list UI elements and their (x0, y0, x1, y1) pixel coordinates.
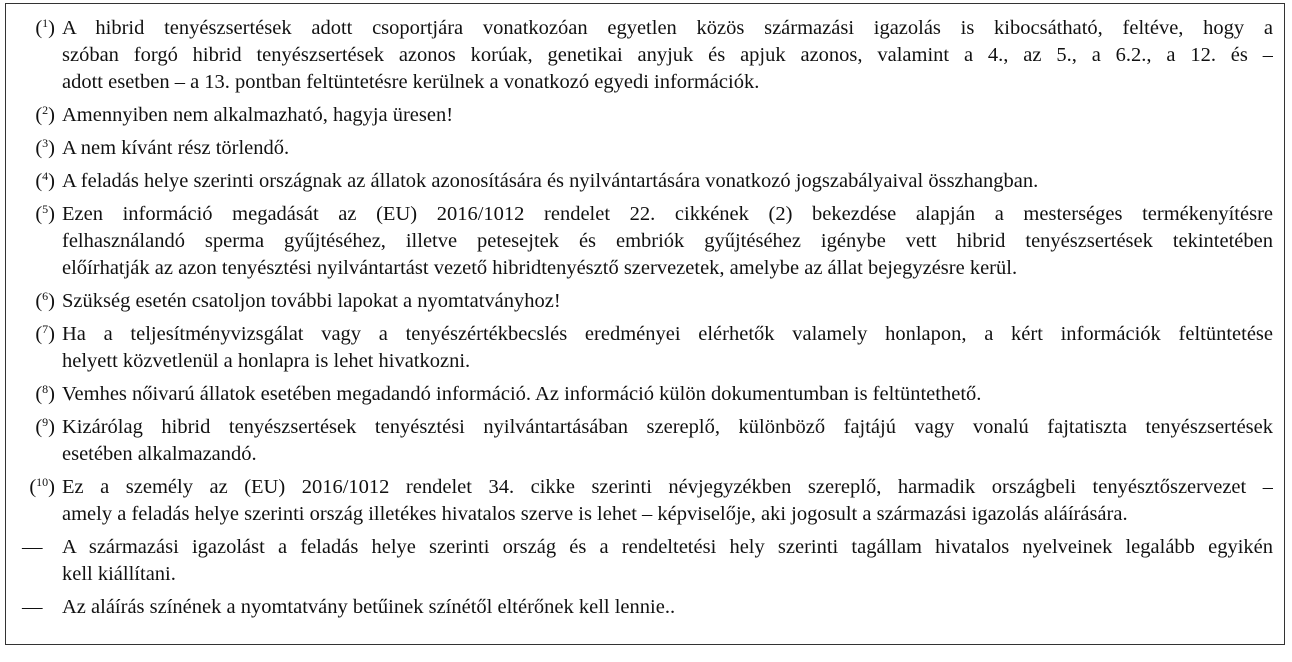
footnote-number: 5 (42, 202, 49, 216)
note-text (57, 102, 1284, 129)
footnote (6, 168, 1284, 195)
footnote-number: 6 (42, 289, 49, 303)
note-line: Az aláírás színének a nyomtatvány betűinek színétől eltérőnek kell lennie.. (62, 596, 676, 618)
footnote (6, 321, 1284, 375)
note-line: Kizárólag hibrid tenyészsertések tenyésztési nyilvántartásában szereplő, különböző fajtájú vagy vonalú fajtatiszta tenyészsertések (62, 416, 1273, 438)
note-marker: ($^6$) (35, 289, 55, 312)
note-line: Amennyiben nem alkalmazható, hagyja üresen! (62, 104, 454, 126)
footnote-number: 4 (42, 169, 49, 183)
note-text (57, 594, 1284, 621)
note-line: kell kiállítani. (62, 563, 176, 585)
note-line: A hibrid tenyészsertések adott csoportjára vonatkozóan egyetlen közös származási igazolás is kibocsátható, feltéve, hogy a (62, 17, 1273, 39)
note-text (57, 135, 1284, 162)
footnote (6, 15, 1284, 96)
note-line: Szükség esetén csatoljon további lapokat a nyomtatványhoz! (62, 290, 561, 312)
note-text (57, 168, 1284, 195)
footnote-number: 7 (42, 322, 49, 336)
note-marker: ($^7$) (35, 322, 55, 345)
note-text (57, 15, 1284, 96)
note-line: A feladás helye szerinti országnak az állatok azonosítására és nyilvántartására vonatkozó jogszabályaival összhangban. (62, 170, 1039, 192)
note-text (57, 534, 1284, 588)
note-text (57, 201, 1284, 282)
note-line: A származási igazolást a feladás helye szerinti ország és a rendeltetési hely szerinti tagállam hivatalos nyelveinek legalább egyikén (62, 536, 1273, 558)
note-text (57, 381, 1284, 408)
footnote (6, 102, 1284, 129)
note-line: felhasználandó sperma gyűjtéséhez, illetve petesejtek és embriók gyűjtéséhez igénybe vett hibrid tenyészsertések tekintetében (62, 230, 1273, 252)
note-marker: ($^8$) (35, 382, 55, 405)
note-marker: ($^2$) (35, 103, 55, 126)
note-line: adott esetben – a 13. pontban feltüntetésre kerülnek a vonatkozó egyedi információk. (62, 71, 760, 93)
footnote-number: 10 (36, 475, 49, 489)
footnote (6, 135, 1284, 162)
note-marker: ($^1$) (35, 16, 55, 39)
note-line: Ezen információ megadását az (EU) 2016/1012 rendelet 22. cikkének (2) bekezdése alapján a mesterséges termékenyítésre (62, 203, 1273, 225)
note-marker: ($^{10}$) (29, 475, 55, 498)
note-line: amely a feladás helye szerinti ország illetékes hivatalos szerve is lehet – képviselője, aki jogosult a származási igazolás aláírására. (62, 503, 1128, 525)
note-line: előírhatják az azon tenyésztési nyilvántartást vezető hibridtenyésztő szervezetek, amelybe az állat bejegyzésre kerül. (62, 257, 1018, 279)
note-text (57, 414, 1284, 468)
footnote-number: 3 (42, 136, 49, 150)
footnote (6, 288, 1284, 315)
footnote (6, 414, 1284, 468)
note-text (57, 474, 1284, 528)
footnote-number: 2 (42, 103, 49, 117)
dash-note (6, 594, 1284, 621)
note-line: esetében alkalmazandó. (62, 443, 257, 465)
note-text (57, 288, 1284, 315)
note-line: A nem kívánt rész törlendő. (62, 137, 290, 159)
footnote-number: 1 (42, 16, 49, 30)
dash-note (6, 534, 1284, 588)
note-marker: — (22, 536, 43, 558)
note-marker: ($^4$) (35, 169, 55, 192)
footnote (6, 201, 1284, 282)
note-marker: — (22, 596, 43, 618)
footnotes-box (5, 3, 1285, 645)
footnote (6, 474, 1284, 528)
footnote (6, 381, 1284, 408)
note-line: szóban forgó hibrid tenyészsertések azonos korúak, genetikai anyjuk és apjuk azonos, valamint a 4., az 5., a 6.2., a 12. és – (62, 44, 1273, 66)
note-line: Ez a személy az (EU) 2016/1012 rendelet 34. cikke szerinti névjegyzékben szereplő, harmadik országbeli tenyésztőszervezet – (62, 476, 1273, 498)
note-line: Vemhes nőivarú állatok esetében megadandó információ. Az információ külön dokumentumban is feltüntethető. (62, 383, 982, 405)
note-line: helyett közvetlenül a honlapra is lehet hivatkozni. (62, 350, 471, 372)
note-line: Ha a teljesítményvizsgálat vagy a tenyészértékbecslés eredményei elérhetők valamely honlapon, a kért információk feltüntetése (62, 323, 1273, 345)
footnote-number: 9 (42, 415, 49, 429)
note-text (57, 321, 1284, 375)
footnote-number: 8 (42, 382, 49, 396)
note-marker: ($^9$) (35, 415, 55, 438)
note-marker: ($^5$) (35, 202, 55, 225)
note-marker: ($^3$) (35, 136, 55, 159)
